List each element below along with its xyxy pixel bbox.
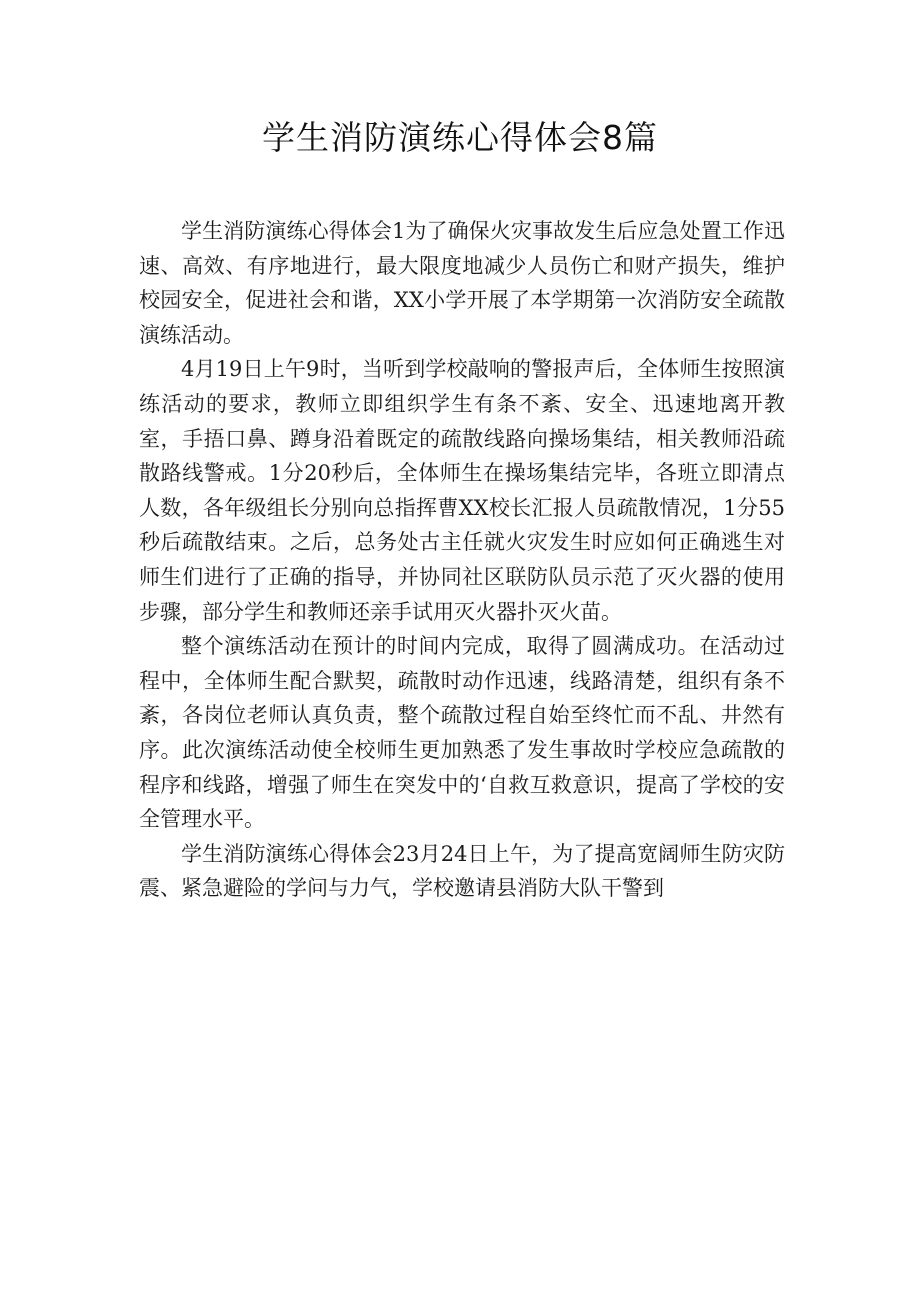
paragraph: 学生消防演练心得体会23月24日上午，为了提高宽阔师生防灾防震、紧急避险的学问与力气，学校邀请县消防大队干警到 <box>139 841 785 901</box>
document-body <box>139 214 785 906</box>
paragraph: 4月19日上午9时，当听到学校敲响的警报声后，全体师生按照演练活动的要求，教师立即组织学生有条不紊、安全、迅速地离开教室，手捂口鼻、蹲身沿着既定的疏散线路向操场集结，相关教师沿疏散路线警戒。1分20秒后，全体师生在操场集结完毕，各班立即清点人数，各年级组长分别向总指挥曹XX校长汇报人员疏散情况，1分55秒后疏散结束。之后，总务处古主任就火灾发生时应如何正确逃生对师生们进行了正确的指导，并协同社区联防队员示范了灭火器的使用步骤，部分学生和教师还亲手试用灭火器扑灭火苗。 <box>139 357 785 624</box>
document-title: 学生消防演练心得体会8篇 <box>262 118 658 157</box>
paragraph: 整个演练活动在预计的时间内完成，取得了圆满成功。在活动过程中，全体师生配合默契，疏散时动作迅速，线路清楚，组织有条不紊，各岗位老师认真负责，整个疏散过程自始至终忙而不乱、井然有序。此次演练活动使全校师生更加熟悉了发生事故时学校应急疏散的程序和线路，增强了师生在突发中的‘自救互救意识，提高了学校的安全管理水平。 <box>139 634 785 832</box>
paragraph: 学生消防演练心得体会1为了确保火灾事故发生后应急处置工作迅速、高效、有序地进行，最大限度地减少人员伤亡和财产损失，维护校园安全，促进社会和谐，XX小学开展了本学期第一次消防安全疏散演练活动。 <box>139 219 785 347</box>
